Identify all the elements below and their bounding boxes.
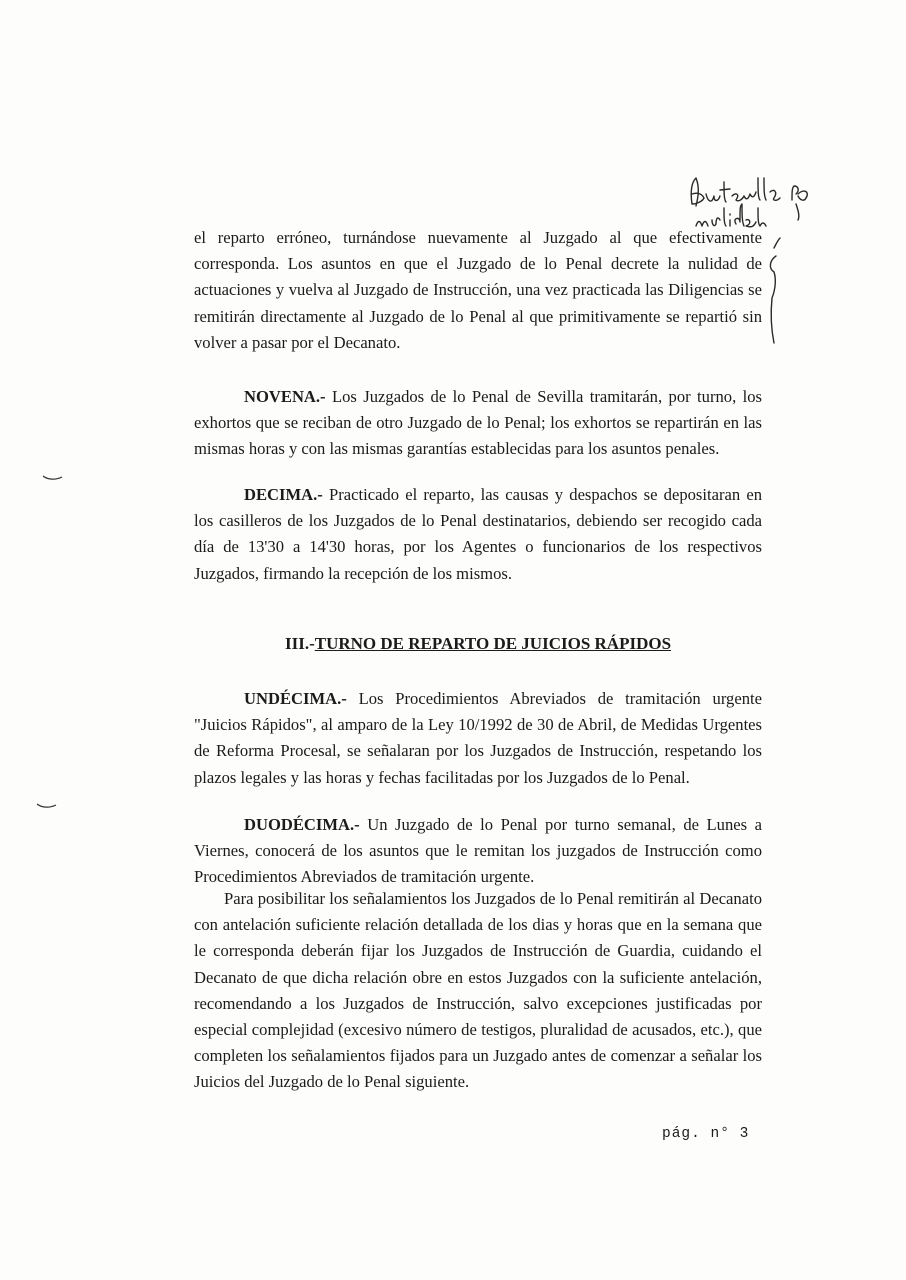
scan-mark <box>36 802 58 810</box>
clause-decima-label: DECIMA.- <box>244 485 323 504</box>
clause-undecima-label: UNDÉCIMA.- <box>244 689 347 708</box>
clause-decima-text: Practicado el reparto, las causas y despachos se depositaran en los casilleros de los Juzgados de lo Penal destinatarios, debiendo ser recogido cada día de 13'30 a 14'30 horas, por los Agentes o funcionarios de los respectivos Juzgados, firmando la recepción de los mismos. <box>194 485 762 583</box>
clause-duodecima-text: Un Juzgado de lo Penal por turno semanal, de Lunes a Viernes, conocerá de los asuntos que le remitan los juzgados de Instrucción como Procedimientos Abreviados de tramitación urgente. <box>194 815 762 887</box>
clause-duodecima <box>194 812 762 891</box>
clause-duodecima-label: DUODÉCIMA.- <box>244 815 360 834</box>
scan-mark <box>42 474 64 482</box>
clause-novena-label: NOVENA.- <box>244 387 326 406</box>
clause-undecima-text: Los Procedimientos Abreviados de tramitación urgente "Juicios Rápidos", al amparo de la Ley 10/1992 de 30 de Abril, de Medidas Urgentes de Reforma Procesal, se señalaran por los Juzgados de Instrucción, respetando los plazos legales y las horas y fechas facilitadas por los Juzgados de lo Penal. <box>194 689 762 787</box>
section-prefix: III.- <box>284 634 315 653</box>
section-heading <box>194 634 762 654</box>
clause-undecima <box>194 686 762 791</box>
clause-duodecima-followup: Para posibilitar los señalamientos los Juzgados de lo Penal remitirán al Decanato con antelación suficiente relación detallada de los dias y horas que en la semana que le corresponda deberán fijar los Juzgados de Instrucción de Guardia, cuidando el Decanato de que dicha relación obre en estos Juzgados con la suficiente antelación, recomendando a los Juzgados de Instrucción, salvo excepciones justificadas por especial complejidad (excesivo número de testigos, pluralidad de acusados, etc.), que completen los señalamientos fijados para un Juzgado antes de comenzar a señalar los Juicios del Juzgado de lo Penal siguiente. <box>194 889 762 1092</box>
page-number: pág. n° 3 <box>662 1126 750 1142</box>
clause-decima <box>194 482 762 587</box>
continuation-paragraph: el reparto erróneo, turnándose nuevamente al Juzgado al que efectivamente corresponda. Los asuntos en que el Juzgado de lo Penal decrete la nulidad de actuaciones y vuelva al Juzgado de Instrucción, una vez practicada las Diligencias se remitirán directamente al Juzgado de lo Penal al que primitivamente se repartió sin volver a pasar por el Decanato. <box>194 228 762 352</box>
clause-novena-text: Los Juzgados de lo Penal de Sevilla tramitarán, por turno, los exhortos que se reciban de otro Juzgado de lo Penal; los exhortos se repartirán en las mismas horas y con las mismas garantías establecidas para los asuntos penales. <box>194 387 762 459</box>
section-title: TURNO DE REPARTO DE JUICIOS RÁPIDOS <box>314 634 672 653</box>
clause-novena <box>194 384 762 463</box>
